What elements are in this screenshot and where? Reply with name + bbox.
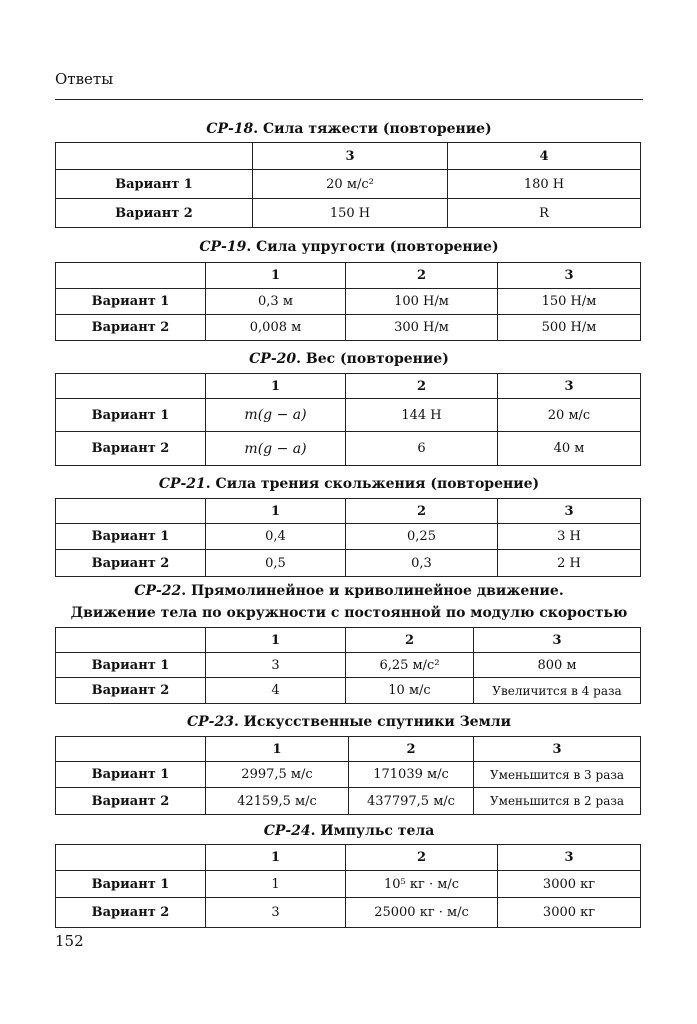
column-header: 1 bbox=[206, 845, 346, 871]
table-row bbox=[56, 788, 641, 815]
section-title bbox=[55, 714, 643, 730]
column-header bbox=[56, 845, 206, 871]
answer-cell: 0,25 bbox=[346, 524, 498, 550]
answer-cell: 3 Н bbox=[498, 524, 641, 550]
section-title-text: . Сила упругости (повторение) bbox=[246, 239, 499, 255]
table-header-row bbox=[56, 845, 641, 871]
variant-label: Вариант 2 bbox=[56, 550, 206, 577]
column-header: 2 bbox=[346, 628, 474, 653]
answer-cell: 20 м/с² bbox=[253, 170, 448, 199]
column-header: 3 bbox=[498, 499, 641, 524]
column-header: 2 bbox=[346, 263, 498, 289]
section-code: СР-22 bbox=[134, 583, 182, 599]
section-code: СР-18 bbox=[206, 121, 254, 137]
variant-label: Вариант 2 bbox=[56, 678, 206, 704]
section-title bbox=[55, 823, 643, 839]
variant-label: Вариант 2 bbox=[56, 788, 206, 815]
answer-cell: 0,008 м bbox=[206, 315, 346, 341]
answer-cell: 0,3 м bbox=[206, 289, 346, 315]
column-header bbox=[56, 263, 206, 289]
answer-cell: 437797,5 м/с bbox=[349, 788, 474, 815]
column-header: 1 bbox=[206, 628, 346, 653]
section-title bbox=[55, 476, 643, 492]
table-header-row bbox=[56, 737, 641, 762]
answer-cell: 4 bbox=[206, 678, 346, 704]
variant-label: Вариант 1 bbox=[56, 762, 206, 788]
table-header-row bbox=[56, 628, 641, 653]
answer-cell: 171039 м/с bbox=[349, 762, 474, 788]
page-number: 152 bbox=[55, 932, 84, 950]
header-rule bbox=[55, 99, 643, 100]
answer-cell: 40 м bbox=[498, 432, 641, 466]
table-header-row bbox=[56, 263, 641, 289]
column-header: 3 bbox=[474, 628, 641, 653]
answers-table bbox=[55, 844, 641, 928]
answers-table bbox=[55, 627, 641, 704]
column-header bbox=[56, 374, 206, 399]
answer-cell: 800 м bbox=[474, 653, 641, 678]
column-header: 1 bbox=[206, 499, 346, 524]
table-row bbox=[56, 898, 641, 928]
table-row bbox=[56, 315, 641, 341]
column-header: 3 bbox=[498, 845, 641, 871]
variant-label: Вариант 1 bbox=[56, 399, 206, 432]
section-code: СР-23 bbox=[186, 714, 234, 730]
section-code: СР-21 bbox=[158, 476, 206, 492]
column-header bbox=[56, 499, 206, 524]
column-header: 2 bbox=[349, 737, 474, 762]
column-header: 2 bbox=[346, 499, 498, 524]
section-title-text: . Прямолинейное и криволинейное движение. bbox=[181, 583, 564, 599]
answer-cell: Увеличится в 4 раза bbox=[474, 678, 641, 704]
answer-cell: 3000 кг bbox=[498, 898, 641, 928]
answer-cell: Уменьшится в 2 раза bbox=[474, 788, 641, 815]
column-header: 4 bbox=[448, 143, 641, 170]
answer-cell: 3 bbox=[206, 898, 346, 928]
table-row bbox=[56, 432, 641, 466]
running-header: Ответы bbox=[55, 70, 114, 88]
table-row bbox=[56, 170, 641, 199]
section-title-text: . Искусственные спутники Земли bbox=[233, 714, 512, 730]
variant-label: Вариант 2 bbox=[56, 898, 206, 928]
table-row bbox=[56, 524, 641, 550]
variant-label: Вариант 1 bbox=[56, 524, 206, 550]
answers-table bbox=[55, 142, 641, 228]
column-header bbox=[56, 143, 253, 170]
column-header: 3 bbox=[253, 143, 448, 170]
column-header: 3 bbox=[474, 737, 641, 762]
answer-cell: 150 Н bbox=[253, 199, 448, 228]
column-header: 2 bbox=[346, 845, 498, 871]
table-row bbox=[56, 678, 641, 704]
answer-cell: Уменьшится в 3 раза bbox=[474, 762, 641, 788]
variant-label: Вариант 1 bbox=[56, 289, 206, 315]
table-row bbox=[56, 289, 641, 315]
table-row bbox=[56, 653, 641, 678]
column-header: 2 bbox=[346, 374, 498, 399]
section-title-text: . Вес (повторение) bbox=[296, 351, 449, 367]
answer-cell: 300 Н/м bbox=[346, 315, 498, 341]
column-header: 1 bbox=[206, 737, 349, 762]
answer-cell: 3000 кг bbox=[498, 871, 641, 898]
column-header bbox=[56, 628, 206, 653]
answer-cell: 3 bbox=[206, 653, 346, 678]
answer-cell: 2 Н bbox=[498, 550, 641, 577]
answer-cell: 500 Н/м bbox=[498, 315, 641, 341]
answer-cell: 0,3 bbox=[346, 550, 498, 577]
table-row bbox=[56, 550, 641, 577]
table-row bbox=[56, 199, 641, 228]
section-code: СР-19 bbox=[199, 239, 247, 255]
column-header bbox=[56, 737, 206, 762]
variant-label: Вариант 2 bbox=[56, 315, 206, 341]
answer-cell: 6,25 м/с² bbox=[346, 653, 474, 678]
answer-cell: 0,4 bbox=[206, 524, 346, 550]
section-subtitle: Движение тела по окружности с постоянной по модулю скоростью bbox=[70, 605, 628, 621]
section-code: СР-20 bbox=[249, 351, 297, 367]
section-title bbox=[55, 121, 643, 137]
answer-cell: R bbox=[448, 199, 641, 228]
answer-cell: 144 Н bbox=[346, 399, 498, 432]
variant-label: Вариант 1 bbox=[56, 653, 206, 678]
answers-table bbox=[55, 736, 641, 815]
answer-cell: 0,5 bbox=[206, 550, 346, 577]
section-code: СР-24 bbox=[263, 823, 311, 839]
answer-cell: 150 Н/м bbox=[498, 289, 641, 315]
table-row bbox=[56, 399, 641, 432]
section-title-text: . Сила трения скольжения (повторение) bbox=[205, 476, 540, 492]
variant-label: Вариант 1 bbox=[56, 871, 206, 898]
table-header-row bbox=[56, 499, 641, 524]
answers-table bbox=[55, 498, 641, 577]
answer-cell: 1 bbox=[206, 871, 346, 898]
section-title-text: . Сила тяжести (повторение) bbox=[253, 121, 492, 137]
column-header: 3 bbox=[498, 263, 641, 289]
variant-label: Вариант 2 bbox=[56, 432, 206, 466]
table-row bbox=[56, 871, 641, 898]
answer-cell: 6 bbox=[346, 432, 498, 466]
table-row bbox=[56, 762, 641, 788]
answer-cell: 10⁵ кг · м/с bbox=[346, 871, 498, 898]
table-header-row bbox=[56, 143, 641, 170]
answer-cell: m(g − a) bbox=[206, 399, 346, 432]
column-header: 1 bbox=[206, 374, 346, 399]
answer-cell: 180 Н bbox=[448, 170, 641, 199]
column-header: 1 bbox=[206, 263, 346, 289]
answer-cell: 2997,5 м/с bbox=[206, 762, 349, 788]
section-title bbox=[55, 583, 643, 599]
answer-cell: 42159,5 м/с bbox=[206, 788, 349, 815]
answer-cell: m(g − a) bbox=[206, 432, 346, 466]
answers-table bbox=[55, 373, 641, 466]
answer-cell: 100 Н/м bbox=[346, 289, 498, 315]
column-header: 3 bbox=[498, 374, 641, 399]
answer-cell: 20 м/с bbox=[498, 399, 641, 432]
variant-label: Вариант 1 bbox=[56, 170, 253, 199]
answer-cell: 25000 кг · м/с bbox=[346, 898, 498, 928]
table-header-row bbox=[56, 374, 641, 399]
answers-table bbox=[55, 262, 641, 341]
variant-label: Вариант 2 bbox=[56, 199, 253, 228]
section-title bbox=[55, 239, 643, 255]
answer-cell: 10 м/с bbox=[346, 678, 474, 704]
section-title bbox=[55, 351, 643, 367]
section-title-text: . Импульс тела bbox=[310, 823, 435, 839]
